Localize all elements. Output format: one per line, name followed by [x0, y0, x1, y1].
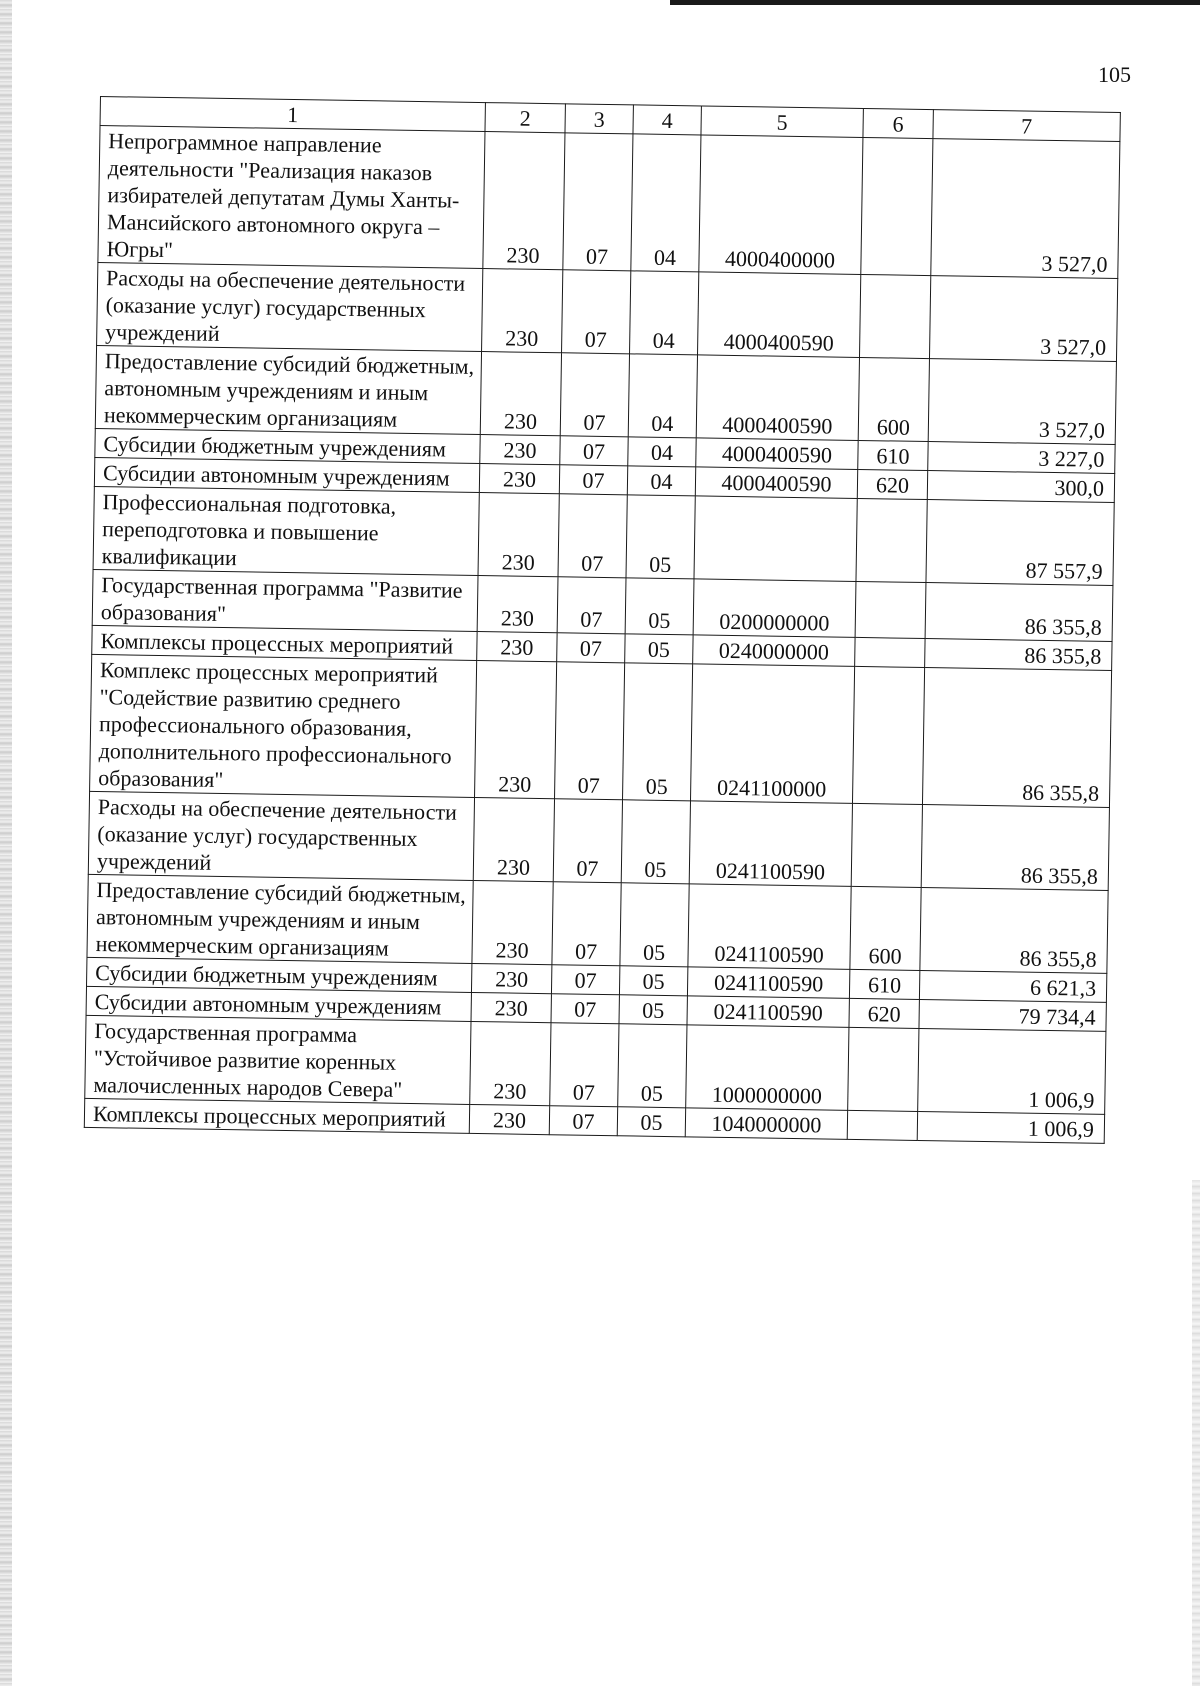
row-name-cell: Государственная программа "Развитие образования" [92, 569, 478, 631]
row-expense-type-cell [852, 666, 924, 804]
row-code-cell: 230 [472, 880, 553, 964]
row-name-cell: Предоставление субсидий бюджетным, автономным учреждениям и иным некоммерческим организациям [95, 345, 481, 434]
row-target-article-cell: 0241100590 [687, 996, 849, 1028]
table-row [97, 262, 1118, 361]
table-row [90, 654, 1112, 807]
row-expense-type-cell [859, 274, 930, 358]
row-name-cell: Расходы на обеспечение деятельности (оказание услуг) государственных учреждений [88, 791, 474, 880]
row-code-cell: 230 [478, 493, 559, 577]
row-expense-type-cell: 610 [858, 440, 928, 470]
row-code-cell: 230 [473, 797, 554, 881]
row-amount-cell: 1 006,9 [917, 1111, 1104, 1143]
row-target-article-cell: 1000000000 [686, 1025, 849, 1111]
row-amount-cell: 86 355,8 [921, 805, 1109, 891]
row-amount-cell: 3 527,0 [929, 276, 1117, 362]
table-row [93, 486, 1114, 585]
row-code-cell: 230 [477, 575, 558, 632]
row-section-cell: 07 [560, 436, 628, 466]
header-cell: 3 [565, 104, 633, 134]
row-code-cell: 230 [471, 963, 551, 993]
scan-left-edge [0, 0, 12, 1686]
row-expense-type-cell [847, 1110, 917, 1140]
table-row [95, 345, 1116, 444]
row-target-article-cell: 4000400000 [699, 135, 863, 275]
row-section-cell: 07 [549, 1106, 617, 1136]
row-name-cell: Комплекс процессных мероприятий "Содействие развитию среднего профессионального образования, дополнительного профессионального образования" [90, 654, 477, 797]
row-section-cell: 07 [559, 465, 627, 495]
table-row [98, 126, 1120, 279]
row-subsection-cell: 05 [618, 1024, 687, 1108]
row-code-cell: 230 [480, 352, 561, 436]
row-name-cell: Субсидии бюджетным учреждениям [95, 428, 480, 463]
row-expense-type-cell [856, 498, 927, 582]
row-code-cell: 230 [480, 435, 560, 465]
row-code-cell: 230 [479, 464, 559, 494]
row-section-cell: 07 [558, 494, 627, 578]
row-subsection-cell: 04 [631, 134, 701, 272]
scan-right-edge [1192, 1180, 1200, 1686]
row-section-cell: 07 [557, 577, 626, 634]
row-expense-type-cell: 600 [850, 886, 921, 970]
row-expense-type-cell [855, 581, 926, 638]
row-expense-type-cell: 610 [849, 969, 919, 999]
row-section-cell: 07 [552, 882, 621, 966]
row-amount-cell: 300,0 [927, 471, 1114, 503]
row-amount-cell: 6 621,3 [919, 970, 1106, 1002]
row-subsection-cell: 04 [630, 271, 699, 355]
row-name-cell: Субсидии автономным учреждениям [94, 457, 479, 492]
header-cell: 4 [633, 105, 701, 135]
row-subsection-cell: 05 [625, 634, 693, 664]
row-amount-cell: 87 557,9 [926, 500, 1114, 586]
row-expense-type-cell [851, 803, 922, 887]
page-number: 105 [1098, 62, 1131, 87]
row-name-cell: Государственная программа "Устойчивое развитие коренных малочисленных народов Севера" [85, 1015, 471, 1104]
row-section-cell: 07 [551, 965, 619, 995]
row-code-cell: 230 [475, 660, 557, 798]
row-section-cell: 07 [557, 633, 625, 663]
row-amount-cell: 3 227,0 [928, 442, 1115, 474]
row-target-article-cell: 0240000000 [693, 635, 855, 667]
row-section-cell: 07 [550, 1023, 619, 1107]
row-subsection-cell: 05 [620, 883, 689, 967]
row-expense-type-cell [861, 137, 933, 275]
row-subsection-cell: 05 [623, 663, 693, 801]
row-expense-type-cell: 600 [858, 357, 929, 441]
row-subsection-cell: 04 [628, 354, 697, 438]
header-cell: 6 [863, 108, 933, 138]
row-code-cell: 230 [470, 1021, 551, 1105]
row-target-article-cell: 0241100000 [691, 664, 855, 804]
row-amount-cell: 3 527,0 [928, 359, 1116, 445]
row-target-article-cell: 4000400590 [695, 467, 857, 499]
row-subsection-cell: 05 [617, 1107, 685, 1137]
row-code-cell: 230 [469, 1104, 549, 1134]
row-amount-cell: 3 527,0 [931, 139, 1120, 279]
table-row [88, 791, 1109, 890]
row-section-cell: 07 [560, 353, 629, 437]
row-name-cell: Комплексы процессных мероприятий [92, 625, 477, 660]
row-target-article-cell: 0241100590 [687, 967, 849, 999]
row-target-article-cell: 0241100590 [688, 884, 851, 970]
row-name-cell: Профессиональная подготовка, переподготовка и повышение квалификации [93, 486, 479, 575]
budget-table [84, 96, 1121, 1144]
row-name-cell: Предоставление субсидий бюджетным, автономным учреждениям и иным некоммерческим организациям [87, 874, 473, 963]
row-section-cell: 07 [553, 799, 622, 883]
row-target-article-cell: 4000400590 [698, 272, 861, 358]
row-subsection-cell: 05 [621, 800, 690, 884]
row-amount-cell: 1 006,9 [918, 1028, 1106, 1114]
row-amount-cell: 86 355,8 [920, 887, 1108, 973]
budget-sheet [84, 96, 1120, 1144]
row-expense-type-cell [848, 1027, 919, 1111]
scan-top-rule [670, 0, 1200, 5]
header-cell: 1 [100, 97, 485, 132]
row-code-cell: 230 [471, 992, 551, 1022]
row-target-article-cell [694, 496, 857, 582]
header-cell: 5 [701, 106, 863, 138]
row-code-cell: 230 [483, 132, 565, 270]
row-subsection-cell: 05 [625, 578, 694, 635]
row-section-cell: 07 [551, 994, 619, 1024]
row-name-cell: Субсидии бюджетным учреждениям [87, 957, 472, 992]
row-subsection-cell: 05 [619, 966, 687, 996]
row-target-article-cell: 0241100590 [689, 801, 852, 887]
table-row [87, 874, 1108, 973]
row-expense-type-cell: 620 [857, 469, 927, 499]
row-target-article-cell: 1040000000 [685, 1108, 847, 1140]
row-name-cell: Расходы на обеспечение деятельности (оказание услуг) государственных учреждений [97, 262, 483, 351]
row-amount-cell: 79 734,4 [919, 999, 1106, 1031]
row-code-cell: 230 [477, 631, 557, 661]
row-section-cell: 07 [563, 133, 633, 271]
table-row [85, 1015, 1106, 1114]
header-cell: 7 [933, 110, 1120, 142]
row-subsection-cell: 05 [626, 495, 695, 579]
row-expense-type-cell: 620 [849, 998, 919, 1028]
row-amount-cell: 86 355,8 [925, 583, 1113, 642]
row-name-cell: Непрограммное направление деятельности "Реализация наказов избирателей депутатам Думы Ханты-Мансийского автономного округа – Югры" [98, 126, 485, 269]
row-amount-cell: 86 355,8 [922, 668, 1111, 808]
row-subsection-cell: 05 [619, 995, 687, 1025]
row-target-article-cell: 0200000000 [693, 579, 856, 638]
row-section-cell: 07 [562, 270, 631, 354]
row-name-cell: Комплексы процессных мероприятий [84, 1098, 469, 1133]
row-subsection-cell: 04 [628, 437, 696, 467]
row-subsection-cell: 04 [627, 466, 695, 496]
row-amount-cell: 86 355,8 [925, 639, 1112, 671]
row-name-cell: Субсидии автономным учреждениям [86, 986, 471, 1021]
header-cell: 2 [485, 103, 565, 133]
row-expense-type-cell [855, 637, 925, 667]
row-target-article-cell: 4000400590 [696, 355, 859, 441]
row-section-cell: 07 [555, 662, 625, 800]
row-target-article-cell: 4000400590 [696, 438, 858, 470]
row-code-cell: 230 [482, 269, 563, 353]
